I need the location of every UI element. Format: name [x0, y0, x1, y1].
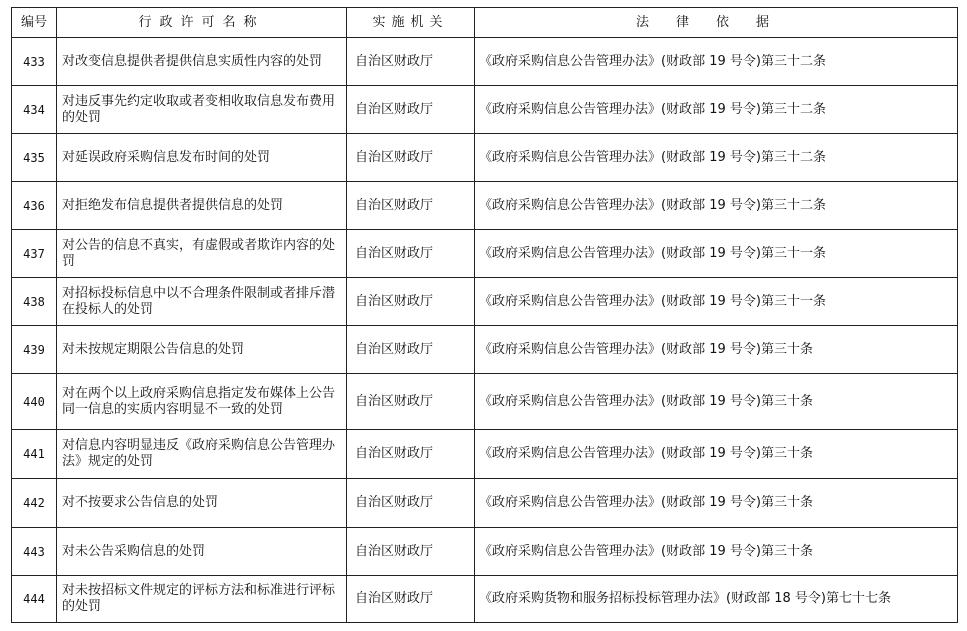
- row-agency: 自治区财政厅: [347, 230, 475, 278]
- permit-table: [11, 7, 958, 623]
- row-agency: 自治区财政厅: [347, 278, 475, 326]
- row-number: 434: [12, 86, 57, 134]
- row-permit-name: 对拒绝发布信息提供者提供信息的处罚: [57, 182, 347, 230]
- row-number: 439: [12, 326, 57, 374]
- row-legal-basis: 《政府采购信息公告管理办法》(财政部 19 号令)第三十一条: [475, 230, 958, 278]
- row-agency: 自治区财政厅: [347, 528, 475, 576]
- table-header-row: [12, 8, 958, 38]
- row-agency: 自治区财政厅: [347, 86, 475, 134]
- header-number: 编号: [12, 8, 57, 38]
- table-row: [12, 38, 958, 86]
- row-legal-basis: 《政府采购信息公告管理办法》(财政部 19 号令)第三十二条: [475, 134, 958, 182]
- row-agency: 自治区财政厅: [347, 479, 475, 528]
- row-number: 443: [12, 528, 57, 576]
- document-sheet: [11, 7, 957, 623]
- row-permit-name: 对未公告采购信息的处罚: [57, 528, 347, 576]
- row-legal-basis: 《政府采购信息公告管理办法》(财政部 19 号令)第三十条: [475, 326, 958, 374]
- row-legal-basis: 《政府采购信息公告管理办法》(财政部 19 号令)第三十二条: [475, 38, 958, 86]
- row-agency: 自治区财政厅: [347, 374, 475, 430]
- row-permit-name: 对公告的信息不真实，有虚假或者欺诈内容的处罚: [57, 230, 347, 278]
- row-number: 436: [12, 182, 57, 230]
- row-agency: 自治区财政厅: [347, 134, 475, 182]
- row-permit-name: 对延误政府采购信息发布时间的处罚: [57, 134, 347, 182]
- row-number: 435: [12, 134, 57, 182]
- row-number: 444: [12, 576, 57, 623]
- row-permit-name: 对招标投标信息中以不合理条件限制或者排斥潜在投标人的处罚: [57, 278, 347, 326]
- row-legal-basis: 《政府采购信息公告管理办法》(财政部 19 号令)第三十一条: [475, 278, 958, 326]
- table-row: [12, 182, 958, 230]
- table-row: [12, 479, 958, 528]
- header-permit-name: 行政许可名称: [57, 8, 347, 38]
- row-permit-name: 对违反事先约定收取或者变相收取信息发布费用的处罚: [57, 86, 347, 134]
- table-row: [12, 278, 958, 326]
- row-number: 438: [12, 278, 57, 326]
- row-legal-basis: 《政府采购信息公告管理办法》(财政部 19 号令)第三十条: [475, 528, 958, 576]
- row-agency: 自治区财政厅: [347, 576, 475, 623]
- row-number: 440: [12, 374, 57, 430]
- row-permit-name: 对未按招标文件规定的评标方法和标准进行评标的处罚: [57, 576, 347, 623]
- table-row: [12, 528, 958, 576]
- table-row: [12, 430, 958, 479]
- table-row: [12, 86, 958, 134]
- row-permit-name: 对不按要求公告信息的处罚: [57, 479, 347, 528]
- row-agency: 自治区财政厅: [347, 326, 475, 374]
- row-permit-name: 对信息内容明显违反《政府采购信息公告管理办法》规定的处罚: [57, 430, 347, 479]
- row-permit-name: 对在两个以上政府采购信息指定发布媒体上公告同一信息的实质内容明显不一致的处罚: [57, 374, 347, 430]
- row-agency: 自治区财政厅: [347, 38, 475, 86]
- row-number: 437: [12, 230, 57, 278]
- header-agency: 实施机关: [347, 8, 475, 38]
- row-permit-name: 对未按规定期限公告信息的处罚: [57, 326, 347, 374]
- row-number: 433: [12, 38, 57, 86]
- header-legal-basis: 法律依据: [475, 8, 958, 38]
- table-row: [12, 134, 958, 182]
- table-row: [12, 230, 958, 278]
- row-agency: 自治区财政厅: [347, 430, 475, 479]
- table-row: [12, 576, 958, 623]
- row-legal-basis: 《政府采购货物和服务招标投标管理办法》(财政部 18 号令)第七十七条: [475, 576, 958, 623]
- row-number: 441: [12, 430, 57, 479]
- row-legal-basis: 《政府采购信息公告管理办法》(财政部 19 号令)第三十二条: [475, 182, 958, 230]
- row-legal-basis: 《政府采购信息公告管理办法》(财政部 19 号令)第三十条: [475, 479, 958, 528]
- table-row: [12, 374, 958, 430]
- table-row: [12, 326, 958, 374]
- row-agency: 自治区财政厅: [347, 182, 475, 230]
- row-legal-basis: 《政府采购信息公告管理办法》(财政部 19 号令)第三十条: [475, 430, 958, 479]
- row-legal-basis: 《政府采购信息公告管理办法》(财政部 19 号令)第三十条: [475, 374, 958, 430]
- row-legal-basis: 《政府采购信息公告管理办法》(财政部 19 号令)第三十二条: [475, 86, 958, 134]
- row-number: 442: [12, 479, 57, 528]
- row-permit-name: 对改变信息提供者提供信息实质性内容的处罚: [57, 38, 347, 86]
